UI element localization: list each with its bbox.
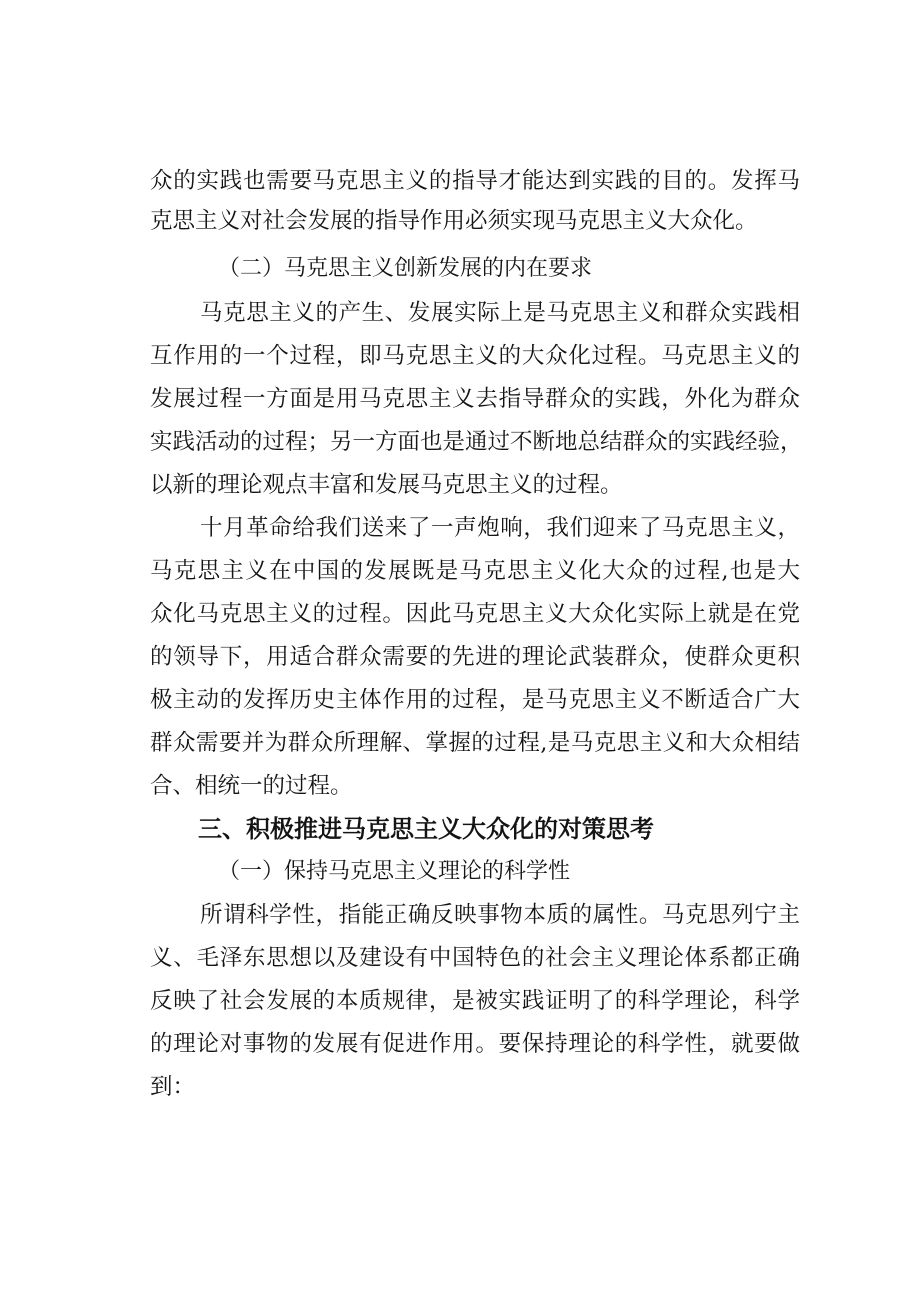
body-line: 克思主义对社会发展的指导作用必须实现马克思主义大众化。 bbox=[150, 208, 758, 234]
body-line: 极主动的发挥历史主体作用的过程，是马克思主义不断适合广大 bbox=[150, 687, 800, 713]
body-line: 十月革命给我们送来了一声炮响，我们迎来了马克思主义， bbox=[200, 515, 800, 541]
body-line: 义、毛泽东思想以及建设有中国特色的社会主义理论体系都正确 bbox=[150, 945, 800, 971]
body-line: 互作用的一个过程，即马克思主义的大众化过程。马克思主义的 bbox=[150, 343, 800, 369]
body-line: 马克思主义的产生、发展实际上是马克思主义和群众实践相 bbox=[200, 300, 800, 326]
body-line: 合、相统一的过程。 bbox=[150, 773, 353, 799]
section-heading: 三、积极推进马克思主义大众化的对策思考 bbox=[198, 815, 654, 843]
body-line: 马克思主义在中国的发展既是马克思主义化大众的过程,也是大 bbox=[150, 558, 800, 584]
body-line: 的理论对事物的发展有促进作用。要保持理论的科学性，就要做 bbox=[150, 1031, 800, 1057]
body-line: 实践活动的过程；另一方面也是通过不断地总结群众的实践经验， bbox=[150, 429, 803, 455]
body-line: 发展过程一方面是用马克思主义去指导群众的实践，外化为群众 bbox=[150, 386, 800, 412]
body-line: 众化马克思主义的过程。因此马克思主义大众化实际上就是在党 bbox=[150, 601, 800, 627]
body-line: 以新的理论观点丰富和发展马克思主义的过程。 bbox=[150, 472, 623, 498]
body-line: 所谓科学性，指能正确反映事物本质的属性。马克思列宁主 bbox=[200, 902, 800, 928]
subsection-heading: （一）保持马克思主义理论的科学性 bbox=[218, 859, 571, 884]
body-line: 的领导下，用适合群众需要的先进的理论武装群众，使群众更积 bbox=[150, 644, 800, 670]
body-line: 到： bbox=[150, 1074, 196, 1100]
body-line: 群众需要并为群众所理解、掌握的过程,是马克思主义和大众相结 bbox=[150, 730, 800, 756]
body-line: 反映了社会发展的本质规律，是被实践证明了的科学理论，科学 bbox=[150, 988, 800, 1014]
body-line: 众的实践也需要马克思主义的指导才能达到实践的目的。发挥马 bbox=[150, 168, 800, 194]
subsection-heading: （二）马克思主义创新发展的内在要求 bbox=[218, 256, 593, 281]
